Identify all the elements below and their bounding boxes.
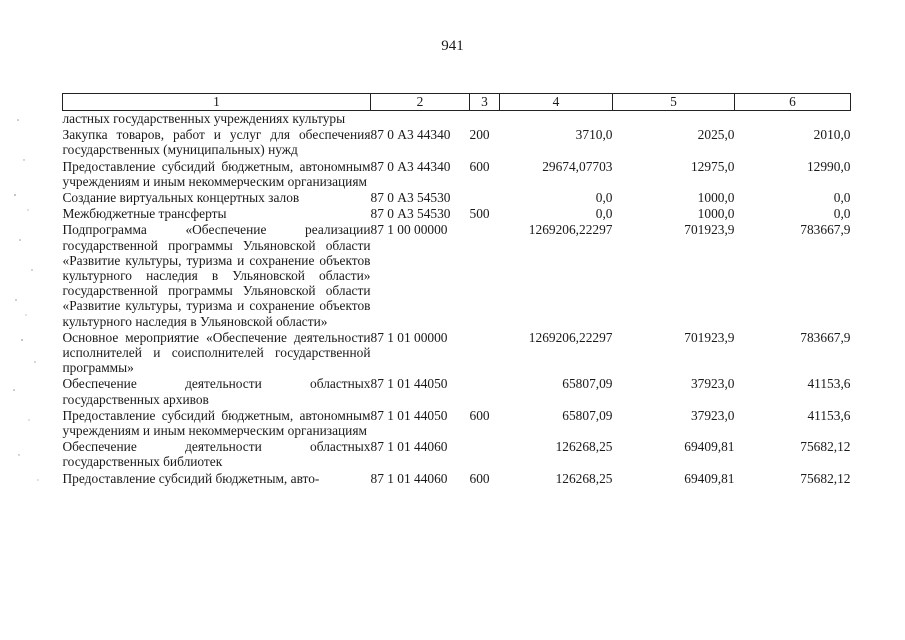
header-cell: 4 [500, 94, 613, 111]
item-value-1: 126268,25 [555, 439, 613, 455]
header-cell: 5 [613, 94, 735, 111]
item-value-2: 1000,0 [697, 190, 735, 206]
item-value-1: 126268,25 [555, 470, 613, 486]
item-name: Предоставление субсидий бюджетным, авто- [62, 470, 320, 486]
item-code [371, 111, 470, 128]
header-cell: 1 [63, 94, 371, 111]
item-name: Закупка товаров, работ и услуг для обеспечения государственных (муниципальных) нужд [62, 127, 371, 158]
item-kvr: 200 [469, 127, 490, 143]
item-name: Обеспечение деятельности областных государственных библиотек [62, 439, 371, 470]
item-value-1: 65807,09 [562, 376, 613, 392]
item-value-2: 701923,9 [684, 329, 735, 345]
item-value-3: 0,0 [833, 206, 851, 222]
item-value-3: 75682,12 [800, 470, 851, 486]
item-value-3: 0,0 [833, 190, 851, 206]
item-value-1: 0,0 [595, 190, 613, 206]
item-value-3: 2010,0 [813, 127, 851, 143]
item-value-3: 12990,0 [806, 158, 851, 174]
item-kvr: 600 [469, 158, 490, 174]
item-kvr [470, 376, 500, 407]
item-kvr [470, 330, 500, 377]
item-kvr [470, 222, 500, 329]
item-name: Обеспечение деятельности областных государственных архивов [62, 376, 371, 407]
item-code: 87 0 А3 54530 [370, 190, 451, 206]
item-code: 87 0 А3 44340 [370, 158, 451, 174]
item-value-3 [735, 111, 851, 128]
item-code: 87 1 00 00000 [370, 222, 448, 238]
item-value-2: 37923,0 [690, 407, 735, 423]
item-code: 87 0 А3 44340 [370, 127, 451, 143]
table-row [63, 190, 851, 206]
item-name: Создание виртуальных концертных залов [62, 190, 300, 206]
item-value-1: 0,0 [595, 206, 613, 222]
item-name: ластных государственных учреждениях культуры [62, 111, 346, 126]
item-name: Предоставление субсидий бюджетным, автономным учреждениям и иным некоммерческим организациям [62, 407, 371, 439]
item-value-2 [613, 111, 735, 128]
item-value-3: 41153,6 [807, 407, 851, 423]
table-row [63, 408, 851, 439]
item-value-1: 1269206,22297 [528, 222, 613, 238]
page-number: 941 [441, 38, 464, 54]
table-row [63, 330, 851, 377]
item-name: Межбюджетные трансферты [62, 206, 227, 222]
item-kvr: 600 [469, 407, 490, 423]
item-code: 87 1 01 44050 [370, 407, 448, 423]
table-row [63, 111, 851, 128]
item-value-2: 37923,0 [690, 376, 735, 392]
table-row [63, 206, 851, 222]
item-kvr [470, 111, 500, 128]
item-value-1: 3710,0 [575, 127, 613, 143]
table-row [63, 471, 851, 487]
item-name: Предоставление субсидий бюджетным, автономным учреждениям и иным некоммерческим организациям [62, 158, 371, 189]
scan-noise [10, 100, 60, 500]
item-kvr: 500 [469, 206, 490, 222]
item-code: 87 1 01 44060 [370, 439, 448, 455]
item-value-3: 783667,9 [800, 329, 851, 345]
item-value-3: 783667,9 [800, 222, 851, 238]
item-kvr [470, 190, 500, 206]
header-cell: 2 [371, 94, 470, 111]
item-code: 87 1 01 44060 [370, 470, 448, 486]
item-code: 87 1 01 00000 [370, 329, 448, 345]
table-row [63, 159, 851, 190]
item-value-3: 75682,12 [800, 439, 851, 455]
item-value-2: 12975,0 [690, 158, 735, 174]
table-header-row [63, 94, 851, 111]
item-value-2: 69409,81 [684, 439, 735, 455]
item-value-1 [500, 111, 613, 128]
budget-table [62, 93, 851, 487]
table-row [63, 376, 851, 407]
header-cell: 3 [470, 94, 500, 111]
item-code: 87 1 01 44050 [370, 376, 448, 392]
item-value-2: 2025,0 [697, 127, 735, 143]
item-value-1: 1269206,22297 [528, 329, 613, 345]
item-value-1: 65807,09 [562, 407, 613, 423]
item-kvr: 600 [469, 470, 490, 486]
item-value-2: 1000,0 [697, 206, 735, 222]
item-name: Подпрограмма «Обеспечение реализации государственной программы Ульяновской области «Развитие культуры, туризма и сохранение объектов культурного наследия в Ульяновской области» государственной программы Ульяновской области «Развитие культуры, туризма и сохранение объектов культурного наследия в Ульяновской области» [62, 222, 371, 329]
header-cell: 6 [735, 94, 851, 111]
item-value-1: 29674,07703 [542, 158, 613, 174]
item-value-2: 69409,81 [684, 470, 735, 486]
item-value-2: 701923,9 [684, 222, 735, 238]
item-name: Основное мероприятие «Обеспечение деятельности исполнителей и соисполнителей государственной программы» [62, 329, 371, 376]
item-code: 87 0 А3 54530 [370, 206, 451, 222]
table-row [63, 439, 851, 470]
item-kvr [470, 439, 500, 470]
table-row [63, 222, 851, 329]
table-row [63, 127, 851, 158]
item-value-3: 41153,6 [807, 376, 851, 392]
